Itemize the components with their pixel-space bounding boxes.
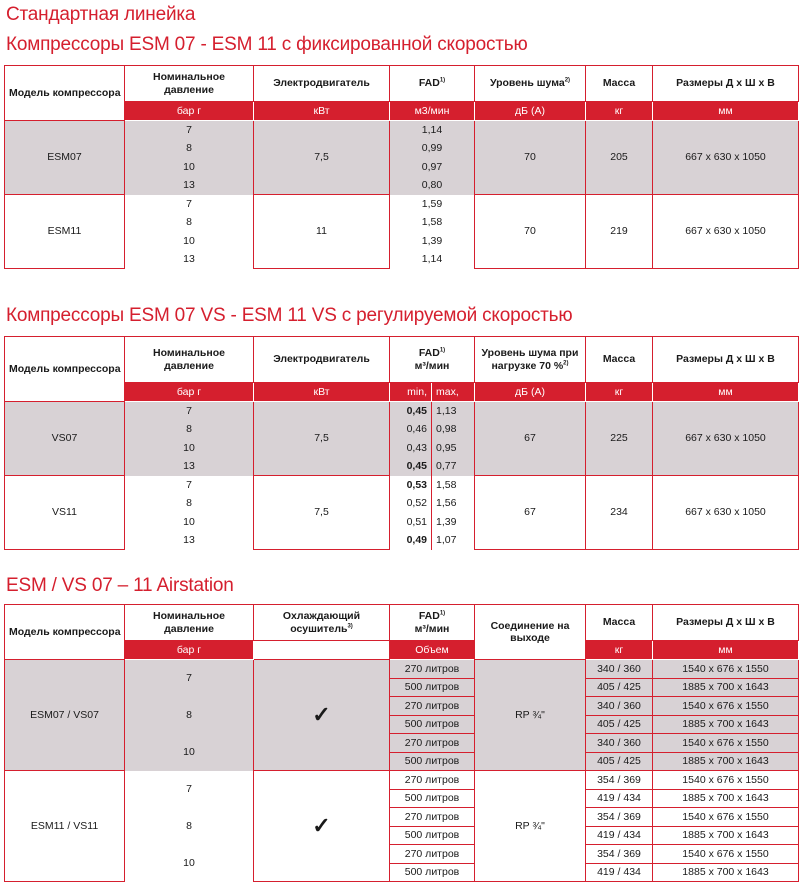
table-cell: 667 x 630 x 1050 xyxy=(653,121,799,195)
unit-mass: кг xyxy=(586,641,653,660)
unit-mass: кг xyxy=(586,383,653,402)
table-cell: 205 xyxy=(586,121,653,195)
check-icon: ✓ xyxy=(254,660,390,771)
table-cell xyxy=(254,641,390,660)
section1-title: Стандартная линейка xyxy=(6,4,196,25)
unit-pressure: бар г xyxy=(125,383,254,402)
table-cell: 1,39 xyxy=(432,513,475,532)
table-cell: 0,99 xyxy=(390,139,475,158)
header-dims: Размеры Д х Ш х В xyxy=(653,605,799,641)
table-cell: 10 xyxy=(125,439,254,458)
table-row xyxy=(5,121,799,140)
table-cell: 500 литров xyxy=(390,863,475,882)
model-cell: ESM07 xyxy=(5,121,125,195)
header-fad: FAD$^{1)}$ xyxy=(390,66,475,102)
table-cell: 219 xyxy=(586,195,653,269)
table-cell: 10 xyxy=(125,734,254,771)
model-cell: ESM07 / VS07 xyxy=(5,660,125,771)
table-cell: 340 / 360 xyxy=(586,660,653,679)
table-cell: 0,45 xyxy=(390,402,432,421)
table-cell: 7 xyxy=(125,121,254,140)
table-cell: 0,53 xyxy=(390,476,432,495)
table-cell: 354 / 369 xyxy=(586,845,653,864)
table-cell: 0,51 xyxy=(390,513,432,532)
table-cell: 0,98 xyxy=(432,420,475,439)
unit-dims: мм xyxy=(653,102,799,121)
header-mass: Масса xyxy=(586,605,653,641)
table-cell: 10 xyxy=(125,513,254,532)
unit-mass: кг xyxy=(586,102,653,121)
table-cell: 419 / 434 xyxy=(586,826,653,845)
header-noise: Уровень шума при нагрузке 70 %$^{2)}$ xyxy=(475,337,586,383)
table-cell: 340 / 360 xyxy=(586,734,653,753)
table-cell: 0,49 xyxy=(390,531,432,550)
unit-noise: дБ (A) xyxy=(475,383,586,402)
table-row xyxy=(5,771,799,790)
unit-pressure: бар г xyxy=(125,641,254,660)
table-cell: 13 xyxy=(125,250,254,269)
table-cell: 270 литров xyxy=(390,660,475,679)
table-cell: 1540 x 676 x 1550 xyxy=(653,808,799,827)
header-outlet: Соединение на выходе xyxy=(475,605,586,660)
table-cell: 1,14 xyxy=(390,121,475,140)
section1-subtitle: Компрессоры ESM 07 - ESM 11 с фиксированной скоростью xyxy=(6,34,528,55)
table-cell: 8 xyxy=(125,213,254,232)
table-cell: 270 литров xyxy=(390,808,475,827)
table-cell: 1540 x 676 x 1550 xyxy=(653,771,799,790)
unit-fad-max: max, xyxy=(432,383,475,402)
table-cell: 667 x 630 x 1050 xyxy=(653,195,799,269)
header-dims: Размеры Д х Ш х В xyxy=(653,337,799,383)
unit-fad-min: min, xyxy=(390,383,432,402)
table-cell: 1885 x 700 x 1643 xyxy=(653,826,799,845)
header-motor: Электродвигатель xyxy=(254,337,390,383)
table-cell: 500 литров xyxy=(390,752,475,771)
table-cell: 0,95 xyxy=(432,439,475,458)
table-cell: 1540 x 676 x 1550 xyxy=(653,660,799,679)
table-cell: 270 литров xyxy=(390,697,475,716)
table-row xyxy=(5,476,799,495)
table-cell: 1,07 xyxy=(432,531,475,550)
unit-noise: дБ (A) xyxy=(475,102,586,121)
table-cell: 10 xyxy=(125,158,254,177)
table-row xyxy=(5,660,799,679)
table-cell: 1540 x 676 x 1550 xyxy=(653,845,799,864)
table-cell: 419 / 434 xyxy=(586,863,653,882)
airstation-table xyxy=(4,604,799,882)
table-cell: 10 xyxy=(125,232,254,251)
header-model: Модель компрессора xyxy=(5,66,125,121)
table-cell: 8 xyxy=(125,808,254,845)
header-pressure: Номинальное давление xyxy=(125,605,254,641)
table-cell: 0,46 xyxy=(390,420,432,439)
unit-pressure: бар г xyxy=(125,102,254,121)
table-cell: 405 / 425 xyxy=(586,752,653,771)
table-cell: 500 литров xyxy=(390,715,475,734)
table-cell: 7 xyxy=(125,195,254,214)
table-cell: 70 xyxy=(475,195,586,269)
model-cell: ESM11 xyxy=(5,195,125,269)
table-cell: 1540 x 676 x 1550 xyxy=(653,697,799,716)
table-cell: 7 xyxy=(125,771,254,808)
unit-motor: кВт xyxy=(254,383,390,402)
table-cell: 67 xyxy=(475,402,586,476)
table-cell: 1,58 xyxy=(432,476,475,495)
table-cell: 0,45 xyxy=(390,457,432,476)
model-cell: VS07 xyxy=(5,402,125,476)
model-cell: VS11 xyxy=(5,476,125,550)
table-cell: 10 xyxy=(125,845,254,882)
header-model: Модель компрессора xyxy=(5,605,125,660)
table-cell: 7 xyxy=(125,476,254,495)
table-cell: 8 xyxy=(125,494,254,513)
table-cell: 1,39 xyxy=(390,232,475,251)
table-cell: 7,5 xyxy=(254,121,390,195)
unit-fad: Объем xyxy=(390,641,475,660)
table-cell: 67 xyxy=(475,476,586,550)
table-cell: 8 xyxy=(125,420,254,439)
table-cell: 225 xyxy=(586,402,653,476)
table-cell: 405 / 425 xyxy=(586,678,653,697)
table-cell: 0,77 xyxy=(432,457,475,476)
table-cell: 13 xyxy=(125,457,254,476)
header-motor: Электродвигатель xyxy=(254,66,390,102)
table-cell: 419 / 434 xyxy=(586,789,653,808)
fixed-speed-table xyxy=(4,65,799,269)
table-cell: 13 xyxy=(125,531,254,550)
table-cell: 7 xyxy=(125,402,254,421)
table-cell: 500 литров xyxy=(390,678,475,697)
table-cell: 7,5 xyxy=(254,402,390,476)
section2-title: Компрессоры ESM 07 VS - ESM 11 VS с регулируемой скоростью xyxy=(6,305,573,326)
header-pressure: Номинальное давление xyxy=(125,66,254,102)
header-mass: Масса xyxy=(586,337,653,383)
header-pressure: Номинальное давление xyxy=(125,337,254,383)
table-cell: 7 xyxy=(125,660,254,697)
table-cell: 1,56 xyxy=(432,494,475,513)
header-fad: FAD$^{1)}$ м³/мин xyxy=(390,337,475,383)
model-cell: ESM11 / VS11 xyxy=(5,771,125,882)
table-cell: 1885 x 700 x 1643 xyxy=(653,715,799,734)
table-cell: 1885 x 700 x 1643 xyxy=(653,789,799,808)
table-cell: 340 / 360 xyxy=(586,697,653,716)
section3-title: ESM / VS 07 – 11 Airstation xyxy=(6,575,234,596)
table-cell: 1540 x 676 x 1550 xyxy=(653,734,799,753)
table-cell: 13 xyxy=(125,176,254,195)
table-cell: 1885 x 700 x 1643 xyxy=(653,752,799,771)
header-dryer: Охлаждающий осушитель$^{3)}$ xyxy=(254,605,390,641)
table-cell: 270 литров xyxy=(390,845,475,864)
table-cell: 70 xyxy=(475,121,586,195)
table-cell: 234 xyxy=(586,476,653,550)
header-dims: Размеры Д х Ш х В xyxy=(653,66,799,102)
table-cell: 0,80 xyxy=(390,176,475,195)
table-cell: RP ¾" xyxy=(475,660,586,771)
table-cell: 500 литров xyxy=(390,789,475,808)
table-cell: 0,43 xyxy=(390,439,432,458)
unit-motor: кВт xyxy=(254,102,390,121)
table-cell: 667 x 630 x 1050 xyxy=(653,476,799,550)
table-cell: 8 xyxy=(125,697,254,734)
table-cell: 1,59 xyxy=(390,195,475,214)
header-fad: FAD$^{1)}$ м³/мин xyxy=(390,605,475,641)
header-model: Модель компрессора xyxy=(5,337,125,402)
table-cell: 354 / 369 xyxy=(586,808,653,827)
variable-speed-table xyxy=(4,336,799,550)
table-cell: 354 / 369 xyxy=(586,771,653,790)
table-row xyxy=(5,402,799,421)
table-cell: 270 литров xyxy=(390,771,475,790)
header-noise: Уровень шума$^{2)}$ xyxy=(475,66,586,102)
unit-dims: мм xyxy=(653,641,799,660)
table-cell: 405 / 425 xyxy=(586,715,653,734)
table-cell: 1,14 xyxy=(390,250,475,269)
unit-fad: м3/мин xyxy=(390,102,475,121)
table-row xyxy=(5,195,799,214)
table-cell: 1,13 xyxy=(432,402,475,421)
table-cell: RP ¾" xyxy=(475,771,586,882)
table-cell: 1,58 xyxy=(390,213,475,232)
table-cell: 7,5 xyxy=(254,476,390,550)
table-cell: 667 x 630 x 1050 xyxy=(653,402,799,476)
table-cell: 270 литров xyxy=(390,734,475,753)
table-cell: 11 xyxy=(254,195,390,269)
header-mass: Масса xyxy=(586,66,653,102)
check-icon: ✓ xyxy=(254,771,390,882)
table-cell: 1885 x 700 x 1643 xyxy=(653,678,799,697)
table-cell: 1885 x 700 x 1643 xyxy=(653,863,799,882)
unit-dims: мм xyxy=(653,383,799,402)
table-cell: 0,52 xyxy=(390,494,432,513)
table-cell: 500 литров xyxy=(390,826,475,845)
table-cell: 0,97 xyxy=(390,158,475,177)
table-cell: 8 xyxy=(125,139,254,158)
